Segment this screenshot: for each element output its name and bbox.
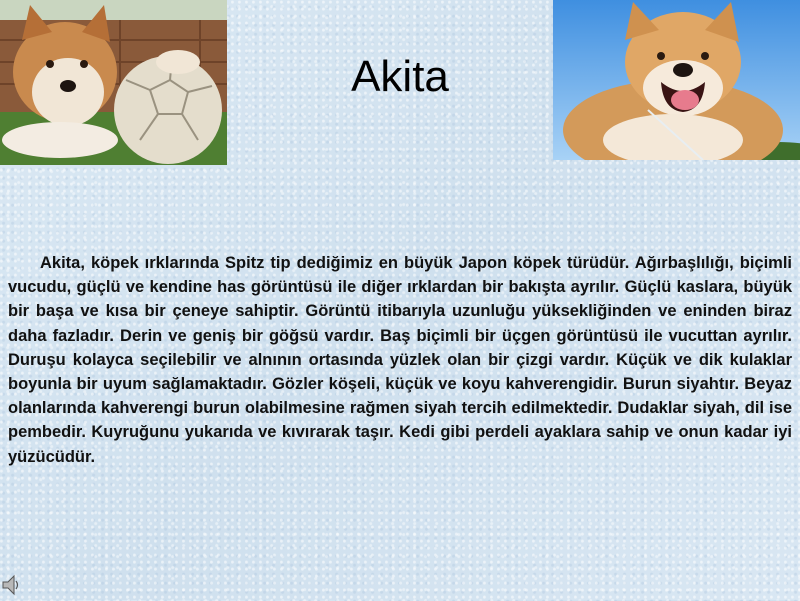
speaker-icon[interactable]	[2, 574, 20, 596]
slide-title: Akita	[351, 52, 449, 101]
body-paragraph: Akita, köpek ırklarında Spitz tip dediğimiz en büyük Japon köpek türüdür. Ağırbaşlılığı, biçimli vucudu, güçlü ve kendine has görüntüsü ile diğer ırklardan bir bakışta ayrılır. Güçlü kaslara, büyük bir başa ve kısa bir çeneye sahiptir. Görüntü itibarıyla uzunluğu yüksekliğinden ve eninden biraz daha fazladır. Derin ve geniş bir göğsü vardır. Baş biçimli bir üçgen görüntüsü ile vucuttan ayrılır. Duruşu kolayca seçilebilir ve alnının ortasında yüzlek olan bir çizgi vardır. Küçük ve dik kulaklar boyunla bir uyum sağlamaktadır. Gözler köşeli, küçük ve koyu kahverengidir. Burun siyahtır. Beyaz olanlarında kahverengi burun olabilmesine rağmen siyah tercih edilmektedir. Dudaklar siyah, dil ise pembedir. Kuyruğunu yukarıda ve kıvırarak taşır. Kedi gibi perdeli ayaklara sahip ve onun kadar iyi yüzücüdür.	[8, 254, 792, 466]
